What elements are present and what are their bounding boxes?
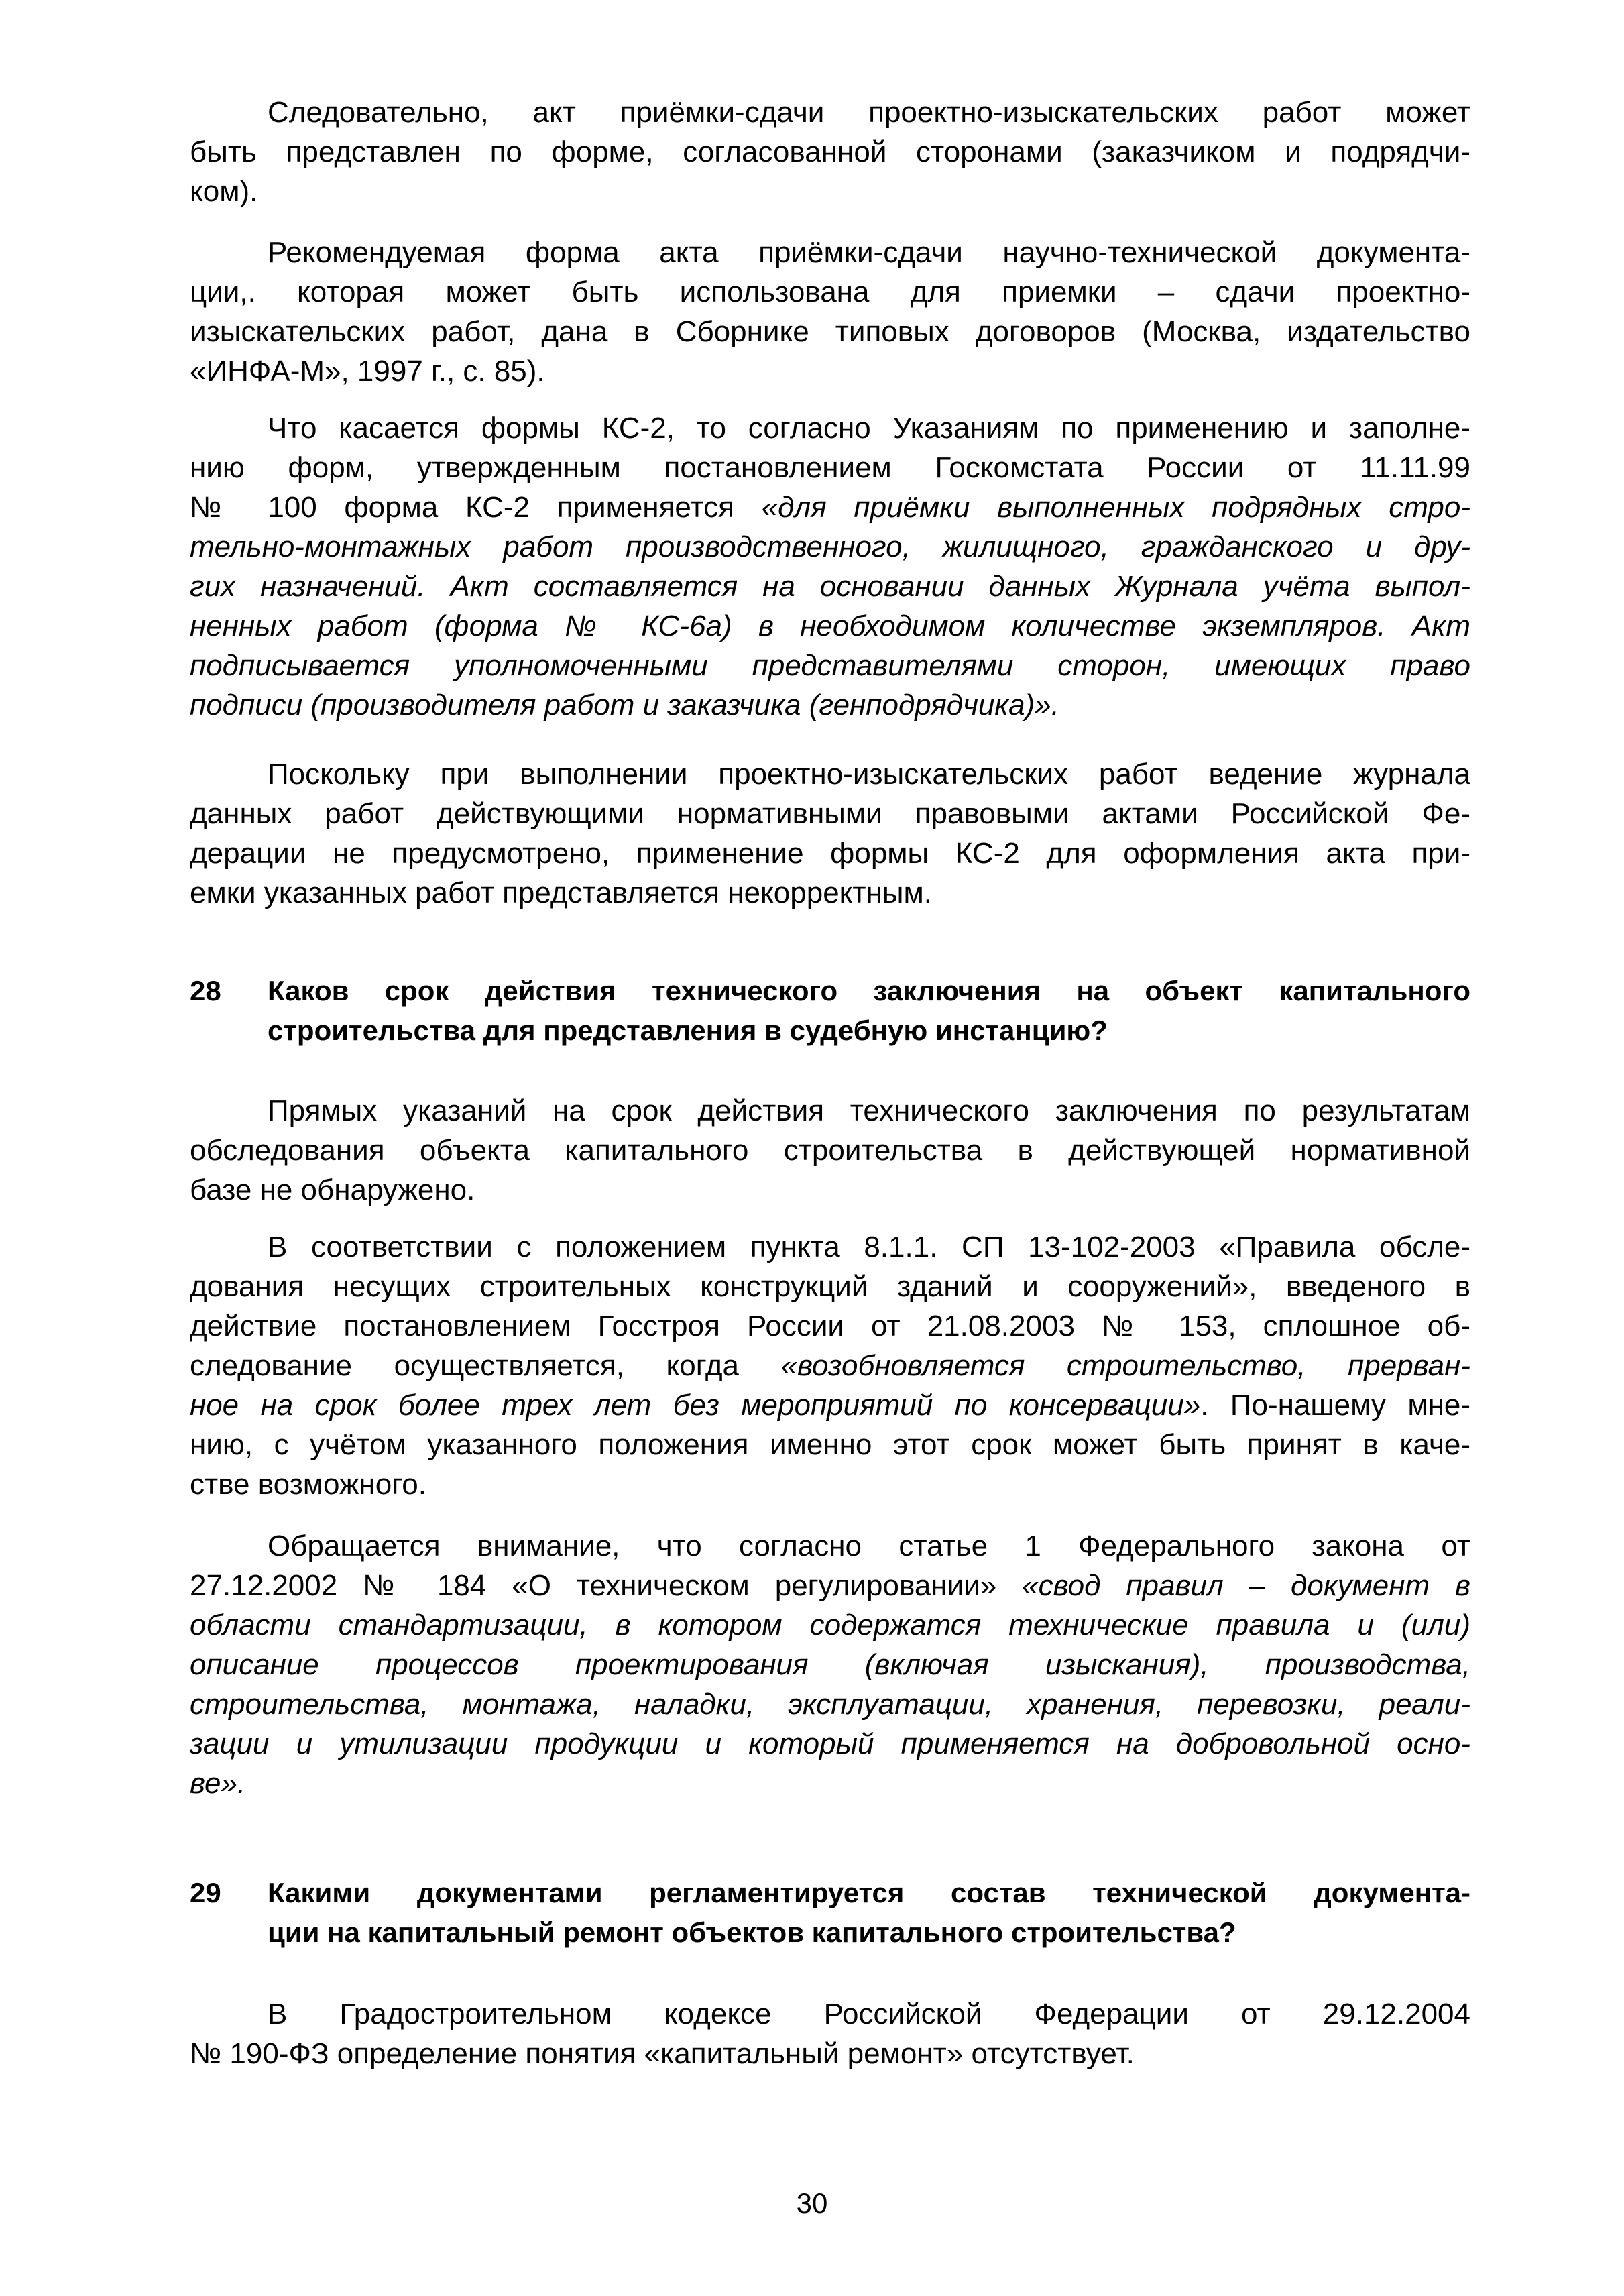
text-segment: действие постановлением Госстроя России от 21.08.2003 № 153, сплошное об- <box>190 1310 1470 1342</box>
text-line <box>190 351 1470 391</box>
text-segment: В Градостроительном кодексе Российской Федерации от 29.12.2004 <box>268 1998 1470 2030</box>
text-line <box>190 448 1470 487</box>
text-line <box>190 606 1470 646</box>
paragraph <box>190 754 1470 913</box>
heading-line: Каков срок действия технического заключения на объект капитального <box>268 975 1470 1007</box>
text-segment: Что касается формы КС-2, то согласно Указаниям по применению и заполне- <box>268 412 1470 445</box>
paragraph <box>190 1091 1470 1210</box>
text-segment: Прямых указаний на срок действия технического заключения по результатам <box>268 1094 1470 1127</box>
paragraph <box>190 93 1470 211</box>
text-line <box>190 754 1470 794</box>
text-segment: Следовательно, акт приёмки-сдачи проектно-изыскательских работ может <box>268 96 1470 129</box>
paragraph <box>190 233 1470 391</box>
text-line <box>190 272 1470 312</box>
text-segment: Обращается внимание, что согласно статье 1 Федерального закона от <box>268 1530 1470 1562</box>
text-segment: данных работ действующими нормативными правовыми актами Российской Фе- <box>190 797 1470 830</box>
italic-quote-text: ве». <box>190 1767 246 1800</box>
text-line <box>190 312 1470 351</box>
heading-line: строительства для представления в судебную инстанцию? <box>268 1015 1108 1046</box>
text-line <box>190 1605 1470 1645</box>
italic-quote-text: гих назначений. Акт составляется на основании данных Журнала учёта выпол- <box>190 570 1470 603</box>
text-line <box>190 1385 1470 1425</box>
text-segment: № 190-ФЗ определение понятия «капитальный ремонт» отсутствует. <box>190 2037 1135 2070</box>
text-segment: ком). <box>190 175 258 208</box>
text-segment: обследования объекта капитального строительства в действующей нормативной <box>190 1134 1470 1167</box>
text-line <box>190 1267 1470 1306</box>
text-segment: ции,. которая может быть использована для приемки – сдачи проектно- <box>190 276 1470 308</box>
text-line <box>190 1227 1470 1267</box>
text-line <box>190 1306 1470 1346</box>
text-line <box>190 1131 1470 1170</box>
text-line <box>190 1724 1470 1764</box>
text-segment: изыскательских работ, дана в Сборнике типовых договоров (Москва, издательство <box>190 315 1470 348</box>
text-line <box>190 1526 1470 1566</box>
text-line <box>190 132 1470 172</box>
italic-quote-text: подписи (производителя работ и заказчика (генподрядчика)». <box>190 689 1059 722</box>
italic-quote-text: тельно-монтажных работ производственного, жилищного, гражданского и дру- <box>190 530 1470 563</box>
italic-quote-text: зации и утилизации продукции и который применяется на добровольной осно- <box>190 1727 1470 1760</box>
text-segment: . По-нашему мне- <box>1200 1389 1470 1422</box>
text-segment: В соответствии с положением пункта 8.1.1. СП 13-102-2003 «Правила обсле- <box>268 1230 1470 1263</box>
text-segment: нию, с учётом указанного положения именно этот срок может быть принят в каче- <box>190 1428 1470 1461</box>
text-line <box>190 172 1470 211</box>
text-line <box>190 1346 1470 1385</box>
italic-quote-text: ное на срок более трех лет без мероприятий по консервации» <box>190 1389 1201 1422</box>
italic-quote-text: «возобновляется строительство, прерван- <box>780 1349 1471 1382</box>
italic-quote-text: «для приёмки выполненных подрядных стро- <box>761 491 1470 524</box>
text-segment: дования несущих строительных конструкций зданий и сооружений», введеного в <box>190 1270 1470 1303</box>
text-segment: стве возможного. <box>190 1468 426 1501</box>
text-line <box>190 408 1470 448</box>
text-segment: № 100 форма КС-2 применяется <box>190 491 762 524</box>
text-line <box>190 1465 1470 1504</box>
text-segment: емки указанных работ представляется некорректным. <box>190 876 932 909</box>
text-line <box>190 685 1470 725</box>
italic-quote-text: «свод правил – документ в <box>1022 1569 1470 1602</box>
text-line <box>190 794 1470 834</box>
question-heading-29 <box>190 1873 1470 1952</box>
text-segment: базе не обнаружено. <box>190 1173 475 1206</box>
text-segment: быть представлен по форме, согласованной сторонами (заказчиком и подрядчи- <box>190 135 1470 168</box>
heading-line: Какими документами регламентируется состав технической документа- <box>268 1877 1470 1908</box>
text-line <box>190 93 1470 132</box>
paragraph <box>190 408 1470 725</box>
text-line <box>190 1091 1470 1131</box>
text-segment: «ИНФА-М», 1997 г., с. 85). <box>190 355 545 388</box>
text-segment: 27.12.2002 № 184 «О техническом регулировании» <box>190 1569 1023 1602</box>
italic-quote-text: подписывается уполномоченными представителями сторон, имеющих право <box>190 649 1470 682</box>
text-line <box>190 873 1470 913</box>
question-number: 28 <box>190 975 221 1007</box>
italic-quote-text: описание процессов проектирования (включая изыскания), производства, <box>190 1648 1470 1681</box>
italic-quote-text: строительства, монтажа, наладки, эксплуатации, хранения, перевозки, реали- <box>190 1688 1470 1721</box>
text-line <box>190 1764 1470 1803</box>
text-line <box>190 1994 1470 2034</box>
text-line <box>190 834 1470 873</box>
text-line <box>190 487 1470 527</box>
text-line <box>190 1566 1470 1605</box>
text-line <box>190 1684 1470 1724</box>
text-segment: нию форм, утвержденным постановлением Госкомстата России от 11.11.99 <box>190 451 1470 484</box>
text-line <box>190 646 1470 685</box>
paragraph <box>190 1994 1470 2073</box>
italic-quote-text: ненных работ (форма № КС-6а) в необходимом количестве экземпляров. Акт <box>190 610 1470 642</box>
text-line <box>190 2034 1470 2073</box>
heading-line: ции на капитальный ремонт объектов капитального строительства? <box>268 1916 1236 1948</box>
question-heading-28 <box>190 971 1470 1050</box>
question-number: 29 <box>190 1877 221 1908</box>
text-line <box>190 233 1470 272</box>
page-number: 30 <box>796 2187 828 2219</box>
italic-quote-text: области стандартизации, в котором содержатся технические правила и (или) <box>190 1609 1470 1642</box>
text-line <box>190 567 1470 606</box>
paragraph <box>190 1526 1470 1803</box>
text-segment: дерации не предусмотрено, применение формы КС-2 для оформления акта при- <box>190 837 1470 870</box>
text-line <box>190 1170 1470 1210</box>
text-line <box>190 1645 1470 1684</box>
paragraph <box>190 1227 1470 1504</box>
text-line <box>190 1425 1470 1465</box>
text-segment: следование осуществляется, когда <box>190 1349 781 1382</box>
text-segment: Поскольку при выполнении проектно-изыскательских работ ведение журнала <box>268 758 1470 791</box>
text-line <box>190 527 1470 567</box>
text-segment: Рекомендуемая форма акта приёмки-сдачи научно-технической документа- <box>268 236 1470 269</box>
